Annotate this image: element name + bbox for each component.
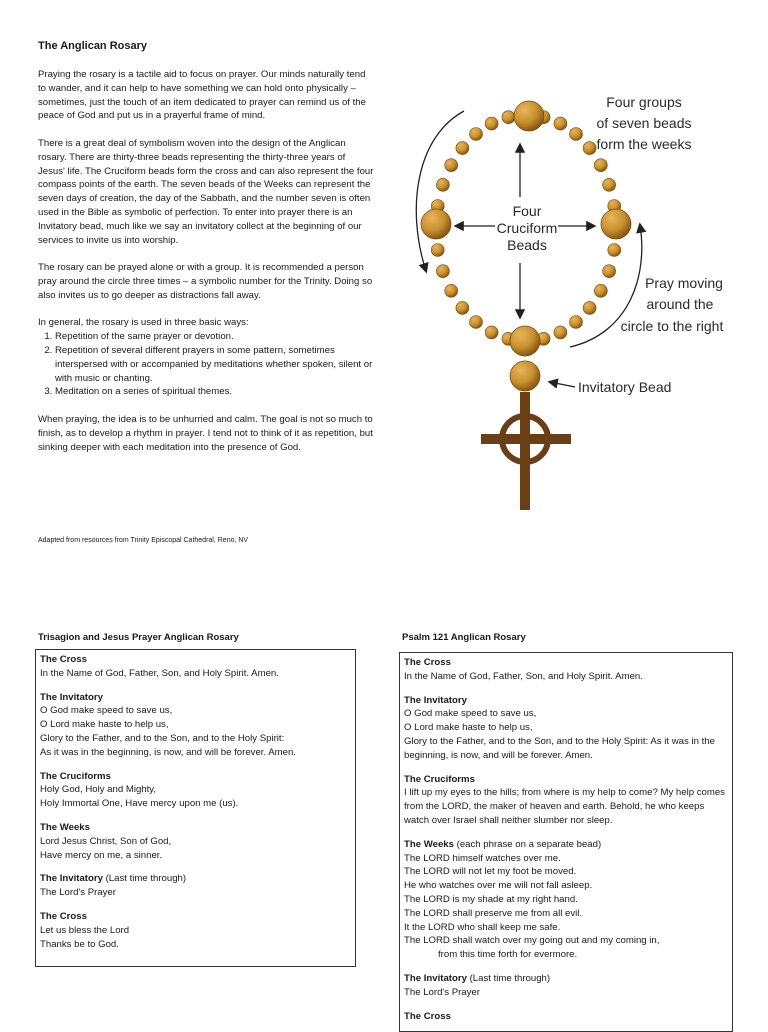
section-heading: The Weeks — [40, 821, 90, 833]
left-box-title: Trisagion and Jesus Prayer Anglican Rosary — [38, 632, 239, 643]
intro-paragraph: The rosary can be prayed alone or with a group. It is recommended a person pray around the circle three times – a symbolic number for the Trinity. Doing so also invites us to go deeper as distractions fall away. — [38, 262, 373, 301]
right-box-title: Psalm 121 Anglican Rosary — [402, 632, 526, 643]
prayer-line: from this time forth for evermore. — [438, 949, 578, 961]
heading-text: The Invitatory — [40, 873, 103, 885]
cruciform-bead-top — [514, 101, 544, 131]
celtic-cross-icon — [481, 392, 571, 510]
list-item: 3. Meditation on a series of spiritual themes. — [55, 385, 374, 399]
section-heading — [40, 872, 351, 886]
week-bead — [445, 159, 458, 172]
prayer-line: In the Name of God, Father, Son, and Holy Spirit. Amen. — [40, 667, 279, 679]
label-cruciform: Four — [512, 203, 542, 219]
week-bead — [603, 265, 616, 278]
intro-paragraph: There is a great deal of symbolism woven into the design of the Anglican rosary. There are thirty-three beads representing the thirty-three years of Jesus' life. The Cruciform beads form the cross and can also represent the four compass points of the earth. The seven beads of the Weeks can represent the seven days of creation, the day of the Sabbath, and the number seven is often used in the Bible as symbolic of perfection. To enter into prayer there is an Invitatory bead, much like we say an invitatory collect at the beginning of our services to invite us into worship. — [38, 137, 374, 246]
page-title: The Anglican Rosary — [38, 40, 148, 52]
intro-paragraph: In general, the rosary is used in three basic ways: — [38, 317, 249, 329]
invitatory-bead — [510, 361, 540, 391]
prayer-line: It the LORD who shall keep me safe. — [404, 921, 561, 933]
invitatory-arrow — [550, 382, 575, 387]
label-pray-moving: Pray moving — [645, 275, 723, 291]
prayer-line: The LORD is my shade at my right hand. — [404, 893, 578, 905]
week-bead — [594, 159, 607, 172]
prayer-line: O Lord make haste to help us, — [404, 722, 533, 734]
label-four-groups: Four groups — [606, 94, 682, 110]
prayer-line: In the Name of God, Father, Son, and Holy Spirit. Amen. — [404, 670, 643, 682]
credit-line: Adapted from resources from Trinity Episcopal Cathedral, Reno, NV — [38, 537, 249, 544]
week-bead — [502, 111, 515, 124]
section-heading: The Cruciforms — [404, 773, 475, 785]
section-heading: The Cruciforms — [40, 770, 111, 782]
week-bead — [456, 301, 469, 314]
heading-note: (each phrase on a separate bead) — [453, 838, 602, 850]
section-heading — [404, 972, 728, 986]
week-bead — [608, 244, 621, 257]
label-four-groups: form the weeks — [596, 136, 692, 152]
week-bead — [554, 117, 567, 130]
week-bead — [570, 316, 583, 329]
prayer-line: O God make speed to save us, — [404, 708, 537, 720]
intro-paragraph: Praying the rosary is a tactile aid to focus on prayer. Our minds naturally tend to wander, and it can help to have something we can hold onto physically – sometimes, just the touch of an item dedicated to prayer can remind us of the peace of God and put us in a prayerful frame of mind. — [38, 69, 366, 122]
rosary-diagram — [400, 85, 730, 517]
section-heading — [404, 838, 728, 852]
prayer-section — [404, 838, 728, 962]
psalm-121-box — [399, 652, 733, 1032]
prayer-line: The LORD will not let my foot be moved. — [404, 866, 577, 878]
prayer-section — [404, 694, 728, 763]
section-heading: The Cross — [40, 910, 87, 922]
prayer-line: He who watches over me will not fall asleep. — [404, 880, 593, 892]
prayer-section — [40, 821, 351, 862]
week-bead — [594, 284, 607, 297]
section-heading: The Cross — [404, 657, 451, 668]
prayer-section — [40, 872, 351, 900]
prayer-line: Let us bless the Lord — [40, 924, 130, 936]
label-cruciform: Beads — [507, 237, 547, 253]
prayer-line: Lord Jesus Christ, Son of God, — [40, 835, 172, 847]
week-bead — [436, 265, 449, 278]
prayer-line: Glory to the Father, and to the Son, and to the Holy Spirit: As it was in the beginning, is now, and will be forever. Amen. — [404, 735, 715, 761]
prayer-line: Thanks be to God. — [40, 938, 119, 950]
prayer-line: Holy God, Holy and Mighty, — [40, 784, 157, 796]
week-bead — [456, 142, 469, 155]
intro-paragraph: When praying, the idea is to be unhurried and calm. The goal is not so much to finish, as to develop a rhythm in prayer. I tend not to think of it as repetition, but sinking deeper with each meditation into the presence of God. — [38, 413, 373, 453]
label-four-groups: of seven beads — [596, 115, 692, 131]
prayer-section — [40, 910, 351, 951]
week-bead — [436, 178, 449, 191]
label-pray-moving: circle to the right — [620, 318, 724, 334]
trisagion-box — [35, 649, 356, 967]
label-pray-moving: around the — [646, 296, 714, 312]
section-heading: The Cross — [404, 1010, 451, 1022]
prayer-line: Holy Immortal One, Have mercy upon me (us). — [40, 798, 239, 810]
heading-text: The Invitatory — [404, 972, 467, 984]
week-bead — [485, 326, 498, 339]
intro-text — [38, 68, 374, 468]
prayer-line: Have mercy on me, a sinner. — [40, 849, 163, 861]
prayer-section — [40, 653, 351, 681]
prayer-section — [40, 770, 351, 811]
prayer-line: As it was in the beginning, is now, and will be forever. Amen. — [40, 746, 296, 758]
prayer-line: The LORD shall preserve me from all evil. — [404, 907, 583, 919]
prayer-line: O God make speed to save us, — [40, 705, 173, 717]
list-item: 2. Repetition of several different prayers in some pattern, sometimes interspersed with or accompanied by meditations whether spoken, silent or with music or chanting. — [55, 344, 374, 385]
section-heading: The Invitatory — [404, 694, 467, 706]
prayer-line: I lift up my eyes to the hills; from where is my help to come? My help comes from the LORD, the maker of heaven and earth. Behold, he who keeps watch over Israel shall neither slumber nor sleep. — [404, 787, 725, 826]
section-heading: The Invitatory — [40, 691, 103, 703]
cruciform-bead-left — [421, 209, 451, 239]
week-bead — [485, 117, 498, 130]
prayer-line: O Lord make haste to help us, — [40, 719, 169, 731]
week-bead — [583, 301, 596, 314]
prayer-section — [404, 656, 728, 684]
heading-note: (Last time through) — [102, 873, 187, 885]
week-bead — [470, 316, 483, 329]
cruciform-bead-right — [601, 209, 631, 239]
heading-note: (Last time through) — [466, 972, 551, 984]
usage-list — [38, 330, 374, 399]
cruciform-bead-bottom — [510, 326, 540, 356]
prayer-line: The Lord's Prayer — [40, 887, 116, 899]
prayer-line: The LORD himself watches over me. — [404, 852, 561, 864]
prayer-section — [404, 773, 728, 828]
prayer-section — [404, 972, 728, 1000]
week-bead — [554, 326, 567, 339]
week-bead — [603, 178, 616, 191]
week-bead — [470, 128, 483, 141]
prayer-line: Glory to the Father, and to the Son, and to the Holy Spirit: — [40, 732, 285, 744]
week-bead — [431, 244, 444, 257]
prayer-section — [404, 1010, 728, 1024]
week-bead — [570, 128, 583, 141]
label-invitatory-bead: Invitatory Bead — [578, 379, 672, 395]
prayer-line: The Lord's Prayer — [404, 986, 480, 998]
list-item: 1. Repetition of the same prayer or devotion. — [55, 330, 374, 344]
heading-text: The Weeks — [404, 838, 454, 850]
label-cruciform: Cruciform — [496, 220, 558, 236]
week-bead — [583, 142, 596, 155]
prayer-line: The LORD shall watch over my going out and my coming in, — [404, 935, 660, 947]
week-bead — [445, 284, 458, 297]
prayer-section — [40, 691, 351, 760]
section-heading: The Cross — [40, 654, 87, 665]
